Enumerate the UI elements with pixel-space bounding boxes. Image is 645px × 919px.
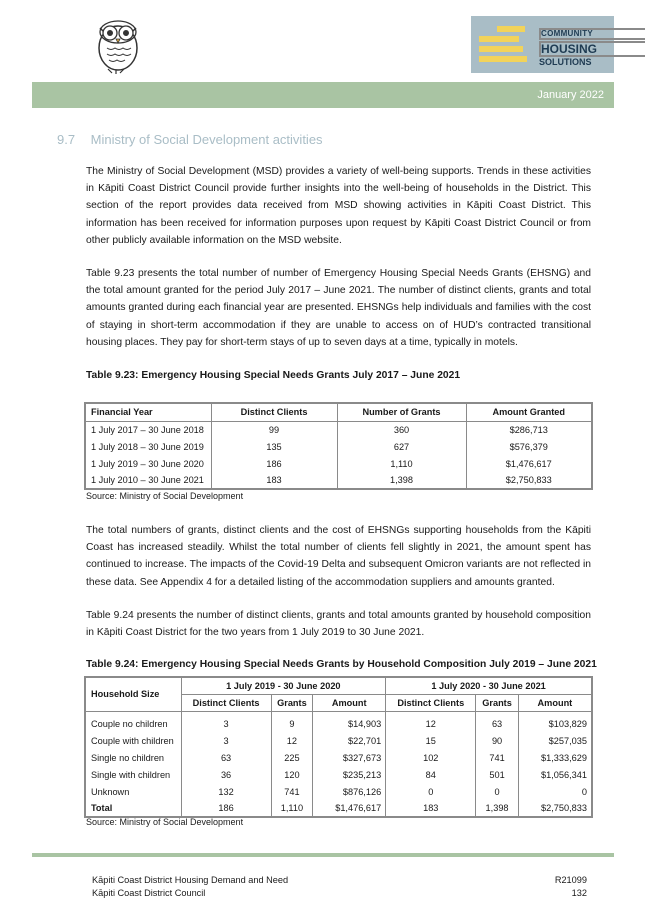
header-financial-year: Financial Year — [85, 403, 211, 421]
subheader-distinct-clients: Distinct Clients — [181, 694, 271, 711]
subheader-distinct-clients: Distinct Clients — [386, 694, 476, 711]
table-9-24-source: Source: Ministry of Social Development — [86, 817, 244, 827]
total-label-cell: Total — [85, 800, 181, 817]
amount-cell: $1,333,629 — [518, 749, 592, 766]
subheader-amount: Amount — [518, 694, 592, 711]
header-distinct-clients: Distinct Clients — [211, 403, 337, 421]
logo-text-housing: HOUSING — [539, 41, 645, 57]
building-bars-icon — [479, 26, 529, 64]
household-label-cell: Single no children — [85, 749, 181, 766]
grants-cell: 1,398 — [476, 800, 518, 817]
header-household-size: Household Size — [85, 677, 181, 711]
section-title: Ministry of Social Development activities — [90, 132, 323, 147]
intro-paragraph: The Ministry of Social Development (MSD) provides a variety of well-being supports. Trends in these activities in Kāpiti Coast District Council provide further insights into the well-being of households in the District. This section of the report provides data received from MSD showing activities in Kāpiti Coast District. This information has been received for information purposes upon request by Kāpiti Coast District Council or from other publicly available information on the MSD website. — [86, 166, 591, 246]
clients-cell: 63 — [181, 749, 271, 766]
table-row — [85, 766, 592, 783]
financial-year-cell: 1 July 2010 – 30 June 2021 — [85, 472, 211, 489]
section-number: 9.7 — [57, 132, 76, 147]
financial-year-cell: 1 July 2017 – 30 June 2018 — [85, 421, 211, 438]
clients-cell: 15 — [386, 732, 476, 749]
household-label-cell: Unknown — [85, 783, 181, 800]
subheader-grants: Grants — [476, 694, 518, 711]
clients-cell: 84 — [386, 766, 476, 783]
amount-cell: $286,713 — [466, 421, 592, 438]
distinct-clients-cell: 99 — [211, 421, 337, 438]
grants-cell: 120 — [271, 766, 313, 783]
distinct-clients-cell: 183 — [211, 472, 337, 489]
household-label-cell: Single with children — [85, 766, 181, 783]
header-amount-granted: Amount Granted — [466, 403, 592, 421]
grants-cell: 741 — [271, 783, 313, 800]
grants-cell: 0 — [476, 783, 518, 800]
header-date: January 2022 — [537, 89, 604, 101]
table-period-header-row — [85, 677, 592, 694]
amount-cell: $14,903 — [313, 711, 386, 732]
grants-cell: 627 — [337, 438, 466, 455]
header-period-2019-2020: 1 July 2019 - 30 June 2020 — [181, 677, 386, 694]
clients-cell: 3 — [181, 711, 271, 732]
footer-divider — [32, 853, 614, 857]
grants-cell: 360 — [337, 421, 466, 438]
grants-cell: 1,398 — [337, 472, 466, 489]
distinct-clients-cell: 186 — [211, 455, 337, 472]
table-9-23-caption: Table 9.23: Emergency Housing Special Needs Grants July 2017 – June 2021 — [86, 370, 461, 381]
footer-report-code: R21099 — [554, 875, 587, 885]
owl-logo-icon — [92, 12, 144, 74]
table-row — [85, 455, 592, 472]
table-row — [85, 472, 592, 489]
amount-cell: $22,701 — [313, 732, 386, 749]
ehsng-yearly-table — [84, 402, 593, 490]
amount-cell: $876,126 — [313, 783, 386, 800]
financial-year-cell: 1 July 2019 – 30 June 2020 — [85, 455, 211, 472]
clients-cell: 36 — [181, 766, 271, 783]
clients-cell: 183 — [386, 800, 476, 817]
amount-cell: $1,056,341 — [518, 766, 592, 783]
amount-cell: 0 — [518, 783, 592, 800]
clients-cell: 0 — [386, 783, 476, 800]
table-intro-paragraph: Table 9.23 presents the total number of number of Emergency Housing Special Needs Grants (EHSNG) and the total amount granted for the period July 2017 – June 2021. The number of distinct clients, grants and total amounts granted during each financial year are presented. EHSNGs help individuals and families with the cost of staying in short-term accommodation if they are unable to access on of HUD’s contracted transitional housing places. They pay for short-term stays of up to seven days at a time, typically in motels. — [86, 268, 591, 348]
table-row — [85, 732, 592, 749]
table-total-row — [85, 800, 592, 817]
grants-cell: 90 — [476, 732, 518, 749]
ehsng-household-table — [84, 676, 593, 818]
household-label-cell: Couple no children — [85, 711, 181, 732]
table-9-24-intro-paragraph: Table 9.24 presents the number of distinct clients, grants and total amounts granted by household composition in Kāpiti Coast District for the two years from 1 July 2019 to 30 June 2021. — [86, 610, 591, 639]
table-row — [85, 749, 592, 766]
table-row — [85, 438, 592, 455]
table-header-row — [85, 403, 592, 421]
clients-cell: 132 — [181, 783, 271, 800]
logo-text-community: COMMUNITY — [539, 28, 645, 40]
financial-year-cell: 1 July 2018 – 30 June 2019 — [85, 438, 211, 455]
table-row — [85, 783, 592, 800]
amount-cell: $1,476,617 — [313, 800, 386, 817]
amount-cell: $576,379 — [466, 438, 592, 455]
footer-left — [92, 874, 288, 899]
amount-cell: $2,750,833 — [518, 800, 592, 817]
footer-page-number: 132 — [571, 887, 587, 898]
subheader-grants: Grants — [271, 694, 313, 711]
grants-cell: 12 — [271, 732, 313, 749]
grants-cell: 9 — [271, 711, 313, 732]
header-period-2020-2021: 1 July 2020 - 30 June 2021 — [386, 677, 592, 694]
date-band — [32, 82, 614, 108]
amount-cell: $1,476,617 — [466, 455, 592, 472]
table-row — [85, 421, 592, 438]
household-label-cell: Couple with children — [85, 732, 181, 749]
header-number-of-grants: Number of Grants — [337, 403, 466, 421]
footer-report-title: Kāpiti Coast District Housing Demand and Need — [92, 875, 289, 885]
clients-cell: 102 — [386, 749, 476, 766]
distinct-clients-cell: 135 — [211, 438, 337, 455]
grants-cell: 1,110 — [271, 800, 313, 817]
amount-cell: $327,673 — [313, 749, 386, 766]
grants-cell: 741 — [476, 749, 518, 766]
table-9-24-caption: Table 9.24: Emergency Housing Special Needs Grants by Household Composition July 2019 – June 2021 — [86, 659, 597, 670]
subheader-amount: Amount — [313, 694, 386, 711]
clients-cell: 186 — [181, 800, 271, 817]
amount-cell: $235,213 — [313, 766, 386, 783]
clients-cell: 12 — [386, 711, 476, 732]
footer-council-name: Kāpiti Coast District Council — [92, 887, 206, 898]
clients-cell: 3 — [181, 732, 271, 749]
amount-cell: $257,035 — [518, 732, 592, 749]
logo-text-solutions: SOLUTIONS — [539, 57, 592, 67]
community-housing-solutions-logo — [471, 16, 614, 73]
grants-cell: 63 — [476, 711, 518, 732]
table-9-23-source: Source: Ministry of Social Development — [86, 491, 244, 501]
footer-right — [555, 874, 587, 899]
grants-cell: 1,110 — [337, 455, 466, 472]
trend-paragraph: The total numbers of grants, distinct clients and the cost of EHSNGs supporting households from the Kāpiti Coast has increased steadily. Whilst the total number of clients fell slightly in 2021, the amount spent has continued to increase. The impacts of the Covid-19 Delta and subsequent Omicron variants are not reflected in these data. See Appendix 4 for a detailed listing of the accommodation suppliers and amounts granted. — [86, 525, 591, 588]
page-header — [0, 0, 645, 82]
amount-cell: $2,750,833 — [466, 472, 592, 489]
amount-cell: $103,829 — [518, 711, 592, 732]
grants-cell: 501 — [476, 766, 518, 783]
table-row — [85, 711, 592, 732]
section-heading — [57, 132, 323, 147]
grants-cell: 225 — [271, 749, 313, 766]
